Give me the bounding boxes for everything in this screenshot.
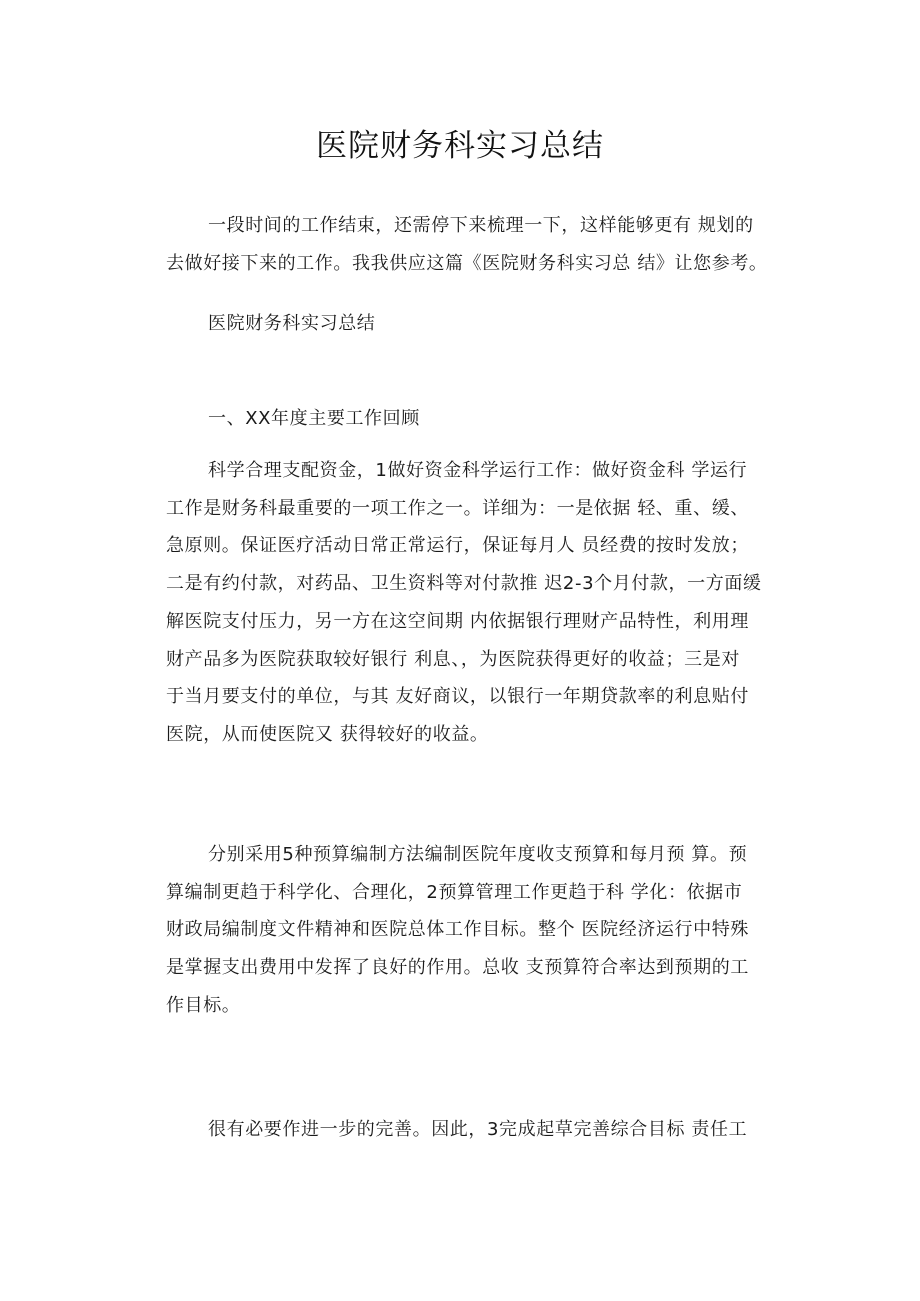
text-line: 作目标。 bbox=[166, 994, 241, 1016]
text-line: 急原则。保证医疗活动日常正常运行，保证每月人 员经费的按时发放； bbox=[166, 535, 749, 557]
text-line: 分别采用5种预算编制方法编制医院年度收支预算和每月预 算。预 bbox=[208, 844, 748, 865]
section-heading bbox=[166, 400, 806, 438]
text-line: 是掌握支出费用中发挥了良好的作用。总收 支预算符合率达到预期的工 bbox=[166, 957, 749, 979]
text-line: 去做好接下来的工作。我我供应这篇《医院财务科实习总 结》让您参考。 bbox=[166, 252, 768, 274]
text-line: 于当月要支付的单位，与其 友好商议，以银行一年期贷款率的利息贴付 bbox=[166, 686, 749, 708]
text-line: 工作是财务科最重要的一项工作之一。详细为：一是依据 轻、重、缓、 bbox=[166, 497, 749, 519]
text-line: 科学合理支配资金，1做好资金科学运行工作：做好资金科 学运行 bbox=[208, 460, 748, 481]
text-line: 二是有约付款，对药品、卫生资料等对付款推 迟2-3个月付款，一方面缓 bbox=[166, 573, 762, 595]
text-line: 财政局编制度文件精神和医院总体工作目标。整个 医院经济运行中特殊 bbox=[166, 919, 749, 941]
text-line: 一、XX年度主要工作回顾 bbox=[208, 408, 420, 429]
document-title: 医院财务科实习总结 bbox=[316, 128, 604, 164]
funds-paragraph bbox=[166, 452, 806, 754]
text-line: 解医院支付压力，另一方在这空间期 内依据银行理财产品特性，利用理 bbox=[166, 610, 749, 632]
text-line: 医院，从而使医院又 获得较好的收益。 bbox=[166, 723, 489, 745]
text-line: 医院财务科实习总结 bbox=[208, 313, 376, 334]
text-line: 一段时间的工作结束，还需停下来梳理一下，这样能够更有 规划的 bbox=[208, 215, 754, 236]
subtitle-paragraph bbox=[166, 305, 806, 343]
text-line: 财产品多为医院获取较好银行 利息、，为医院获得更好的收益；三是对 bbox=[166, 648, 740, 670]
text-line: 很有必要作进一步的完善。因此，3完成起草完善综合目标 责任工 bbox=[208, 1119, 748, 1140]
budget-paragraph bbox=[166, 836, 806, 1025]
intro-paragraph bbox=[166, 207, 806, 282]
improvement-paragraph bbox=[166, 1111, 806, 1149]
text-line: 算编制更趋于科学化、合理化，2预算管理工作更趋于科 学化：依据市 bbox=[166, 881, 743, 903]
